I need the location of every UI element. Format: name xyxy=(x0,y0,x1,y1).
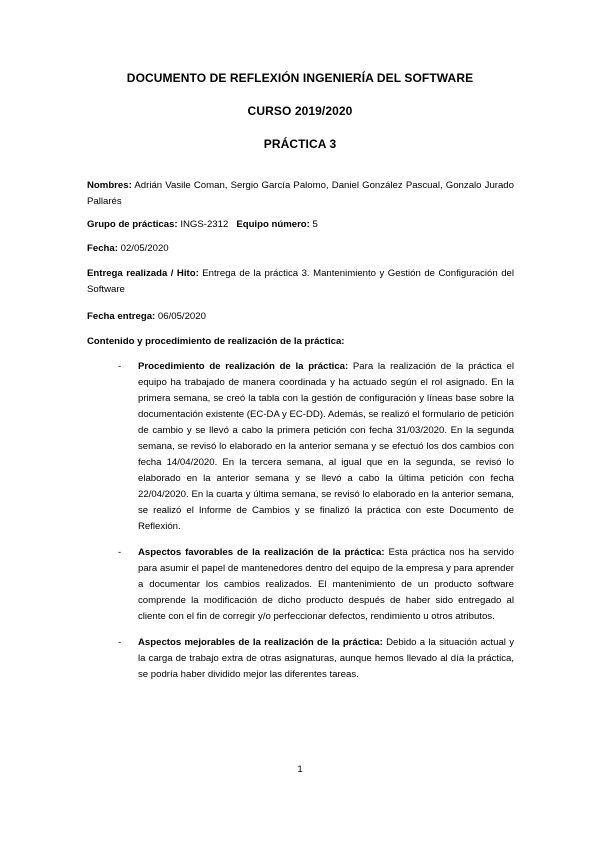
practice-title: PRÁCTICA 3 xyxy=(263,137,337,151)
bullet-dash: - xyxy=(118,547,122,558)
group-label: Grupo de prácticas: xyxy=(87,219,178,230)
date-label: Fecha: xyxy=(87,243,118,254)
bullet-text: Debido a la situación actual y la carga de trabajo extra de otras asignaturas, aunque hemos llevado al día la práctica, se podría haber dividido mejor las diferentes tareas. xyxy=(138,637,514,680)
content-heading: Contenido y procedimiento de realización de la práctica: xyxy=(87,336,345,347)
team-label: Equipo número: xyxy=(236,219,310,230)
delivery-label: Entrega realizada / Hito: xyxy=(87,268,199,279)
date-value: 02/05/2020 xyxy=(120,243,169,254)
names-field xyxy=(87,178,514,210)
bullet-procedure xyxy=(115,359,514,535)
delivery-date-label: Fecha entrega: xyxy=(87,311,156,322)
bullet-text: Esta práctica nos ha servido para asumir el papel de mantenedores dentro del equipo de la empresa y para aprender a documentar los cambios realizados. El mantenimiento de un producto software comprende la modificación de dicho producto después de haber sido entregado al cliente con el fin de corregir y/o perfeccionar defectos, rendimiento u otros atributos. xyxy=(138,547,514,622)
bullet-text: Para la realización de la práctica el equipo ha trabajado de manera coordinada y ha actuado según el rol asignado. En la primera semana, se creó la tabla con la gestión de configuración y líneas base sobre la documentación existente (EC-DA y EC-DD). Además, se realizó el formulario de petición de cambio y se llevó a cabo la primera petición con fecha 31/03/2020. En la segunda semana, se revisó lo elaborado en la anterior semana y se efectuó los dos cambios con fecha 14/04/2020. En la tercera semana, al igual que en la segunda, se revisó lo elaborado en la anterior semana y se llevó a cabo la última petición con fecha 22/04/2020. En la cuarta y última semana, se revisó lo elaborado en la anterior semana, se realizó el Informe de Cambios y se finalizó la práctica con este Documento de Reflexión. xyxy=(138,361,514,532)
date-field xyxy=(87,241,514,257)
group-value: INGS-2312 xyxy=(180,219,229,230)
bullet-label: Procedimiento de realización de la práctica: xyxy=(138,361,349,372)
team-value: 5 xyxy=(312,219,318,230)
bullet-improvable xyxy=(115,635,514,683)
delivery-field xyxy=(87,266,514,298)
group-field xyxy=(87,217,514,233)
document-title: DOCUMENTO DE REFLEXIÓN INGENIERÍA DEL SOFTWARE xyxy=(126,71,474,85)
bullet-label: Aspectos favorables de la realización de la práctica: xyxy=(138,547,385,558)
names-label: Nombres: xyxy=(87,180,132,191)
bullet-dash: - xyxy=(118,361,122,372)
delivery-date-value: 06/05/2020 xyxy=(157,311,206,322)
bullet-label: Aspectos mejorables de la realización de la práctica: xyxy=(138,637,383,648)
names-value: Adrián Vasile Coman, Sergio García Palomo, Daniel González Pascual, Gonzalo Jurado Pallarés xyxy=(87,180,514,207)
bullet-dash: - xyxy=(118,637,122,648)
bullet-favorable xyxy=(115,545,514,625)
delivery-date-field xyxy=(87,309,514,325)
page-number: 1 xyxy=(297,764,303,775)
bullet-list xyxy=(115,359,514,693)
course-title: CURSO 2019/2020 xyxy=(247,104,353,118)
delivery-value: Entrega de la práctica 3. Mantenimiento y Gestión de Configuración del Software xyxy=(87,268,514,295)
